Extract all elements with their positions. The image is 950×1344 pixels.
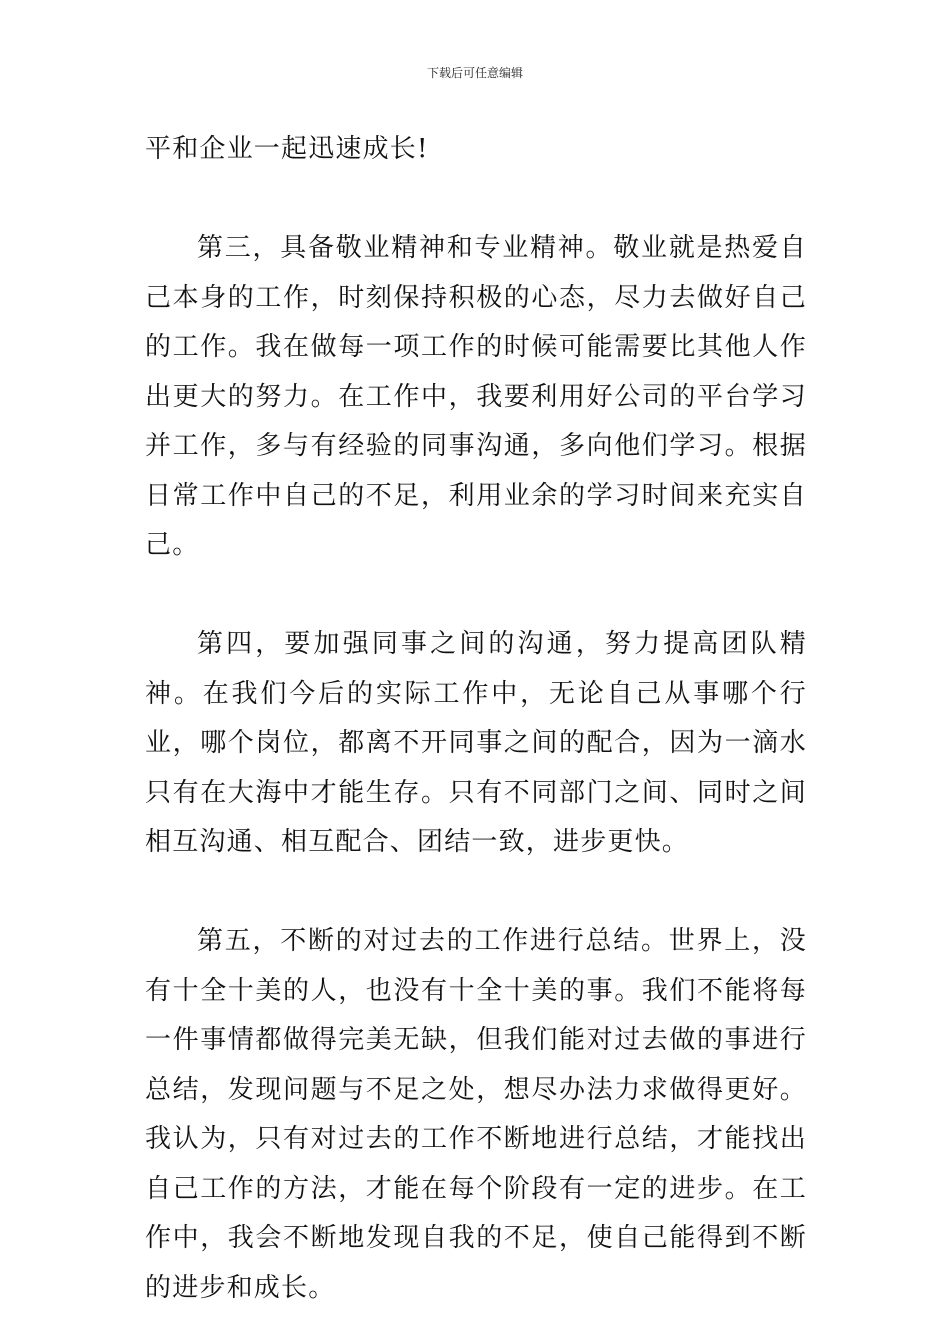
paragraph-gap: [145, 571, 807, 621]
paragraph-gap: [145, 868, 807, 918]
document-body: [145, 125, 807, 1313]
paragraph-continuation: 平和企业一起迅速成长!: [145, 134, 429, 164]
paragraph-fifth-point: 第五，不断的对过去的工作进行总结。世界上，没有十全十美的人，也没有十全十美的事。我们不能将每一件事情都做得完美无缺，但我们能对过去做的事进行总结，发现问题与不足之处，想尽办法力求做得更好。我认为，只有对过去的工作不断地进行总结，才能找出自己工作的方法，才能在每个阶段有一定的进步。在工作中，我会不断地发现自我的不足，使自己能得到不断的进步和成长。: [145, 926, 807, 1303]
paragraph-third-point: 第三，具备敬业精神和专业精神。敬业就是热爱自己本身的工作，时刻保持积极的心态，尽力去做好自己的工作。我在做每一项工作的时候可能需要比其他人作出更大的努力。在工作中，我要利用好公司的平台学习并工作，多与有经验的同事沟通，多向他们学习。根据日常工作中自己的不足，利用业余的学习时间来充实自己。: [145, 233, 807, 560]
paragraph-gap: [145, 175, 807, 225]
page-header: 下载后可任意编辑: [426, 66, 523, 80]
paragraph-fourth-point: 第四，要加强同事之间的沟通，努力提高团队精神。在我们今后的实际工作中，无论自己从事哪个行业，哪个岗位，都离不开同事之间的配合，因为一滴水只有在大海中才能生存。只有不同部门之间、同时之间相互沟通、相互配合、团结一致，进步更快。: [145, 629, 807, 857]
